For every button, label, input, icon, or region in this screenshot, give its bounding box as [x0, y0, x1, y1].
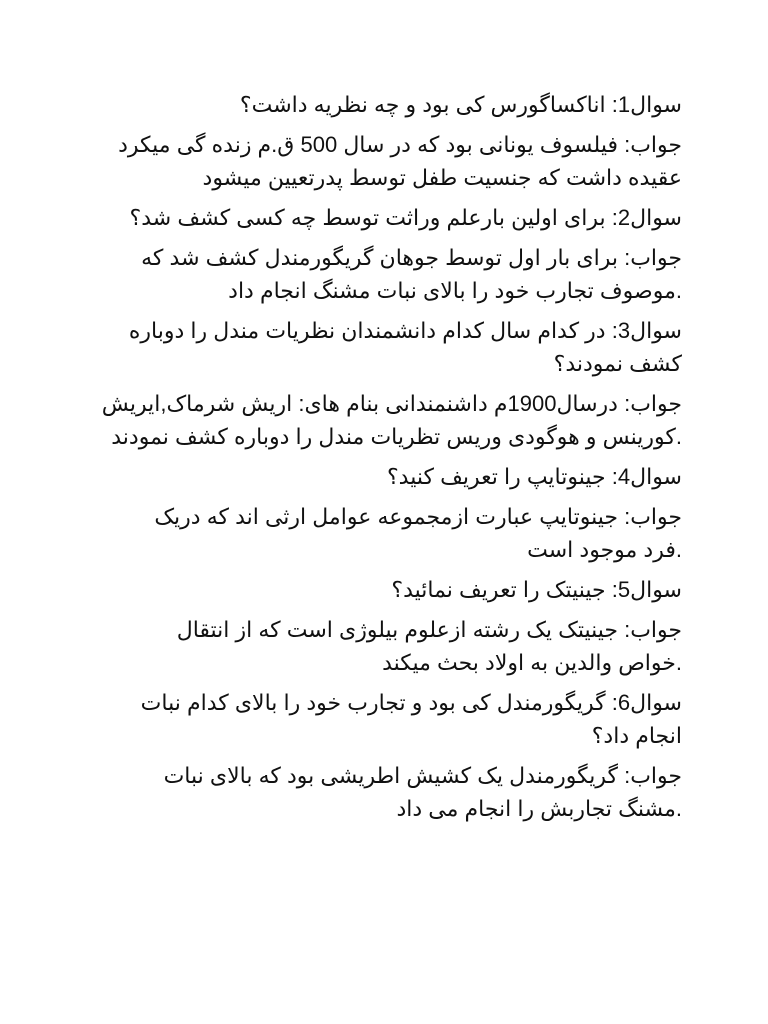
question-3	[90, 314, 682, 380]
text-line: سوال4: جینوتایپ را تعریف کنید؟	[387, 464, 682, 489]
answer-5	[90, 613, 682, 679]
text-line: سوال1: اناکساگورس کی بود و چه نظریه داشت؟	[239, 92, 682, 117]
text-line: عقیده داشت که جنسیت طفل توسط پدرتعیین میشود	[202, 165, 682, 190]
text-line: جواب: برای بار اول توسط جوهان گریگورمندل کشف شد که	[141, 245, 682, 270]
text-line: جواب: جینوتایپ عبارت ازمجموعه عوامل ارثی اند که دریک	[154, 504, 682, 529]
text-line: جواب: جینیتک یک رشته ازعلوم بیلوژی است که از انتقال	[176, 617, 682, 642]
answer-3	[90, 387, 682, 453]
text-line: .مشنگ تجاربش را انجام می داد	[396, 796, 682, 821]
text-line: جواب: گریگورمندل یک کشیش اطریشی بود که بالای نبات	[163, 763, 682, 788]
question-2	[90, 201, 682, 234]
text-line: جواب: فیلسوف یونانی بود که در سال 500 ق.م زنده گی میکرد	[118, 132, 682, 157]
question-5	[90, 573, 682, 606]
text-line: سوال2: برای اولین بارعلم وراثت توسط چه کسی کشف شد؟	[129, 205, 682, 230]
text-line: .کورینس و هوگودی وریس تظریات مندل را دوباره کشف نمودند	[111, 424, 682, 449]
document-page	[90, 88, 682, 832]
text-line: .موصوف تجارب خود را بالای نبات مشنگ انجام داد	[228, 278, 682, 303]
answer-2	[90, 241, 682, 307]
answer-6	[90, 759, 682, 825]
text-line: .خواص والدین به اولاد بحث میکند	[382, 650, 682, 675]
answer-4	[90, 500, 682, 566]
answer-1	[90, 128, 682, 194]
question-1	[90, 88, 682, 121]
text-line: .فرد موجود است	[527, 537, 682, 562]
text-line: سوال6: گریگورمندل کی بود و تجارب خود را بالای کدام نبات	[140, 690, 682, 715]
question-6	[90, 686, 682, 752]
text-line: سوال5: جینیتک را تعریف نمائید؟	[391, 577, 682, 602]
text-line: سوال3: در کدام سال کدام دانشمندان نظریات مندل را دوباره	[128, 318, 682, 343]
text-line: انجام داد؟	[591, 723, 682, 748]
text-line: جواب: درسال1900م داشنمندانی بنام های: اریش شرماک,ایریش	[101, 391, 682, 416]
question-4	[90, 460, 682, 493]
text-line: کشف نمودند؟	[553, 351, 682, 376]
